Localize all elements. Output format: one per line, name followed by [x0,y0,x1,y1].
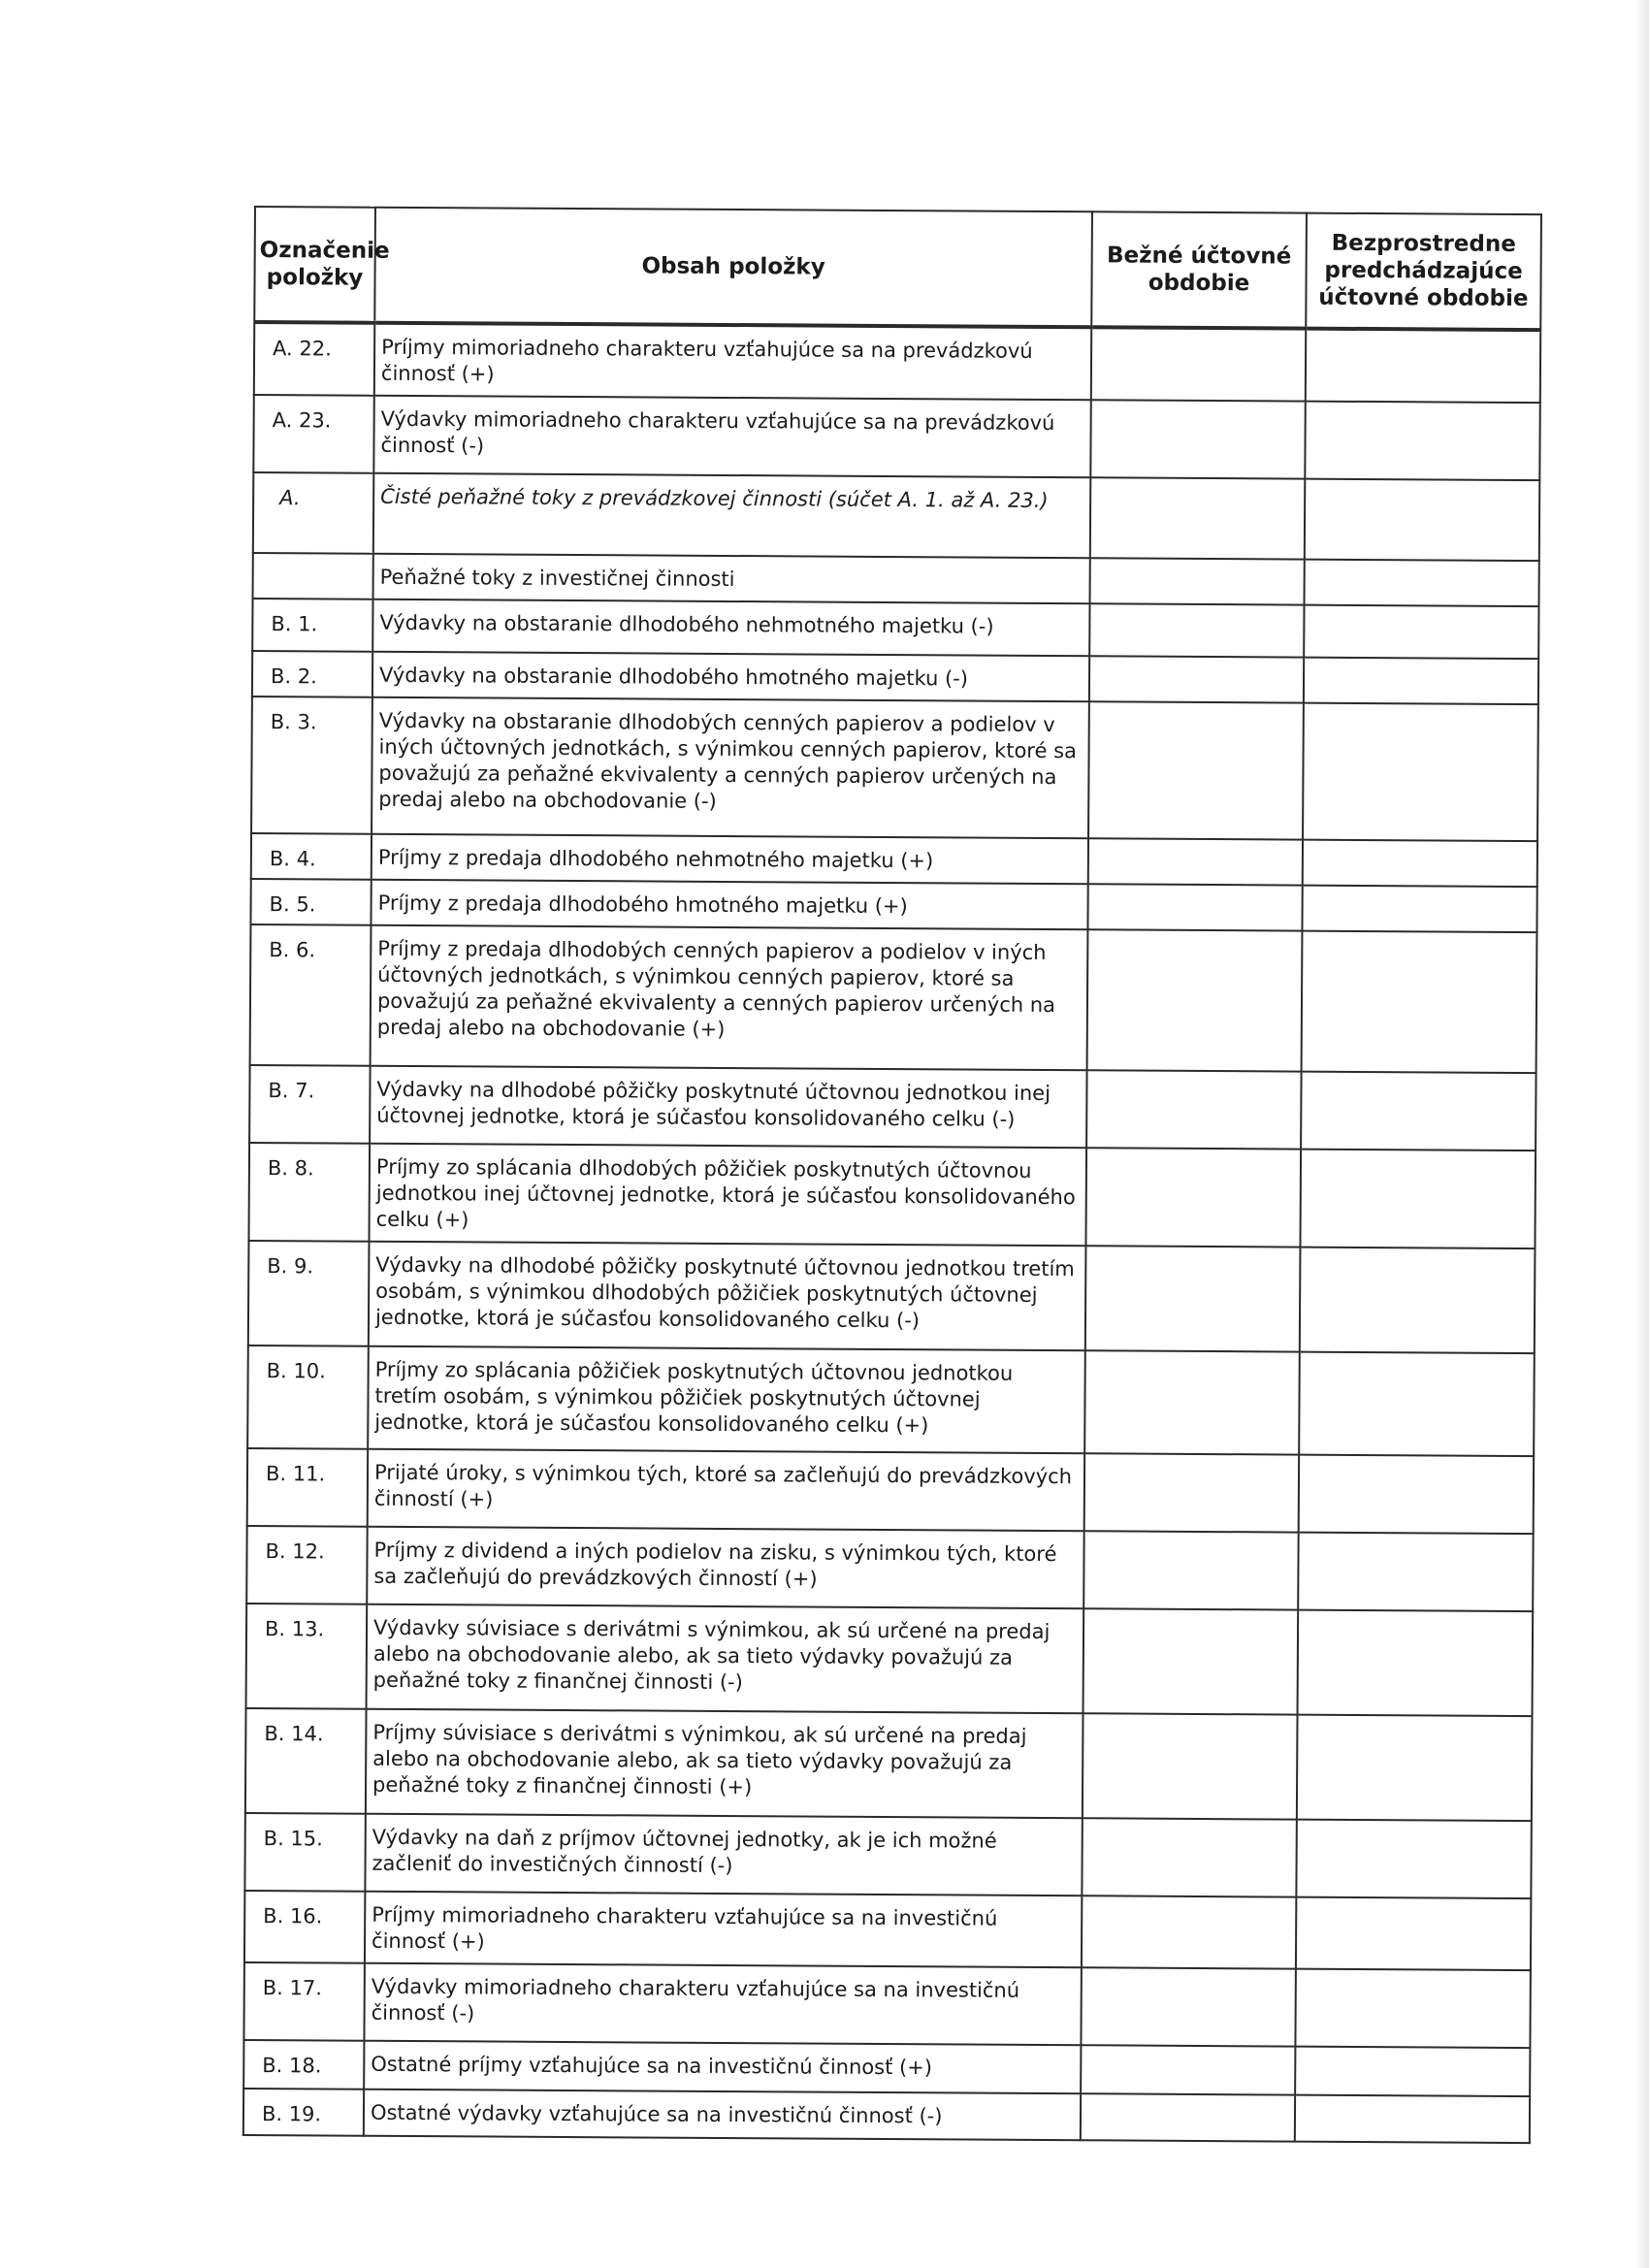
row-text: Prijaté úroky, s výnimkou tých, ktoré sa začleňujú do prevádzkových činností (+) [368,1449,1084,1532]
row-code: B. 19. [243,2089,364,2136]
value-previous [1306,329,1540,403]
value-current [1083,1713,1298,1819]
row-text: Čisté peňažné toky z prevádzkovej činnosti (súčet A. 1. až A. 23.) [373,473,1090,559]
value-current [1085,1148,1301,1247]
row-code: B. 3. [251,697,372,834]
row-code: B. 5. [250,879,371,925]
value-previous [1299,1352,1535,1456]
header-code: Označenie položky [254,207,375,323]
row-code: B. 2. [252,651,372,697]
row-code: B. 4. [251,833,372,880]
row-text: Príjmy mimoriadneho charakteru vzťahujúce sa na investičnú činnosť (+) [365,1892,1082,1968]
table-row [244,1891,1531,1970]
table-row [246,1604,1534,1716]
value-previous [1303,840,1537,887]
row-code: B. 15. [244,1813,365,1892]
table-row [252,651,1538,704]
value-previous [1296,1897,1531,1970]
table-row [246,1526,1533,1611]
row-text: Príjmy zo splácania pôžičiek poskytnutých účtovnou jednotkou tretím osobám, s výnimkou pôžičiek poskytnutých účtovnej jednotke, ktorá je súčasťou konsolidovaného celku (+) [368,1346,1085,1454]
row-code: B. 11. [247,1448,368,1527]
table-row [247,1345,1535,1456]
value-previous [1300,1247,1536,1353]
value-previous [1305,402,1539,480]
table-row [251,833,1537,887]
section-heading-row [253,553,1539,606]
row-text: Ostatné príjmy vzťahujúce sa na investičnú činnosť (+) [364,2041,1081,2094]
row-text: Výdavky mimoriadneho charakteru vzťahujúce sa na prevádzkovú činnosť (-) [373,396,1090,478]
table-row [243,2089,1530,2143]
row-code: B. 9. [248,1241,370,1346]
row-text: Výdavky na obstaranie dlhodobého nehmotného majetku (-) [372,599,1089,657]
row-code: B. 16. [244,1891,365,1963]
table-row [249,1065,1536,1150]
row-code: A. [253,472,374,554]
row-text: Príjmy súvisiace s derivátmi s výnimkou, ak sú určené na predaj alebo na obchodovanie alebo, ak sa tieto výdavky považujú za peňažné toky z finančnej činnosti (+) [366,1709,1083,1819]
table-row [251,697,1538,841]
value-current [1081,2093,1295,2141]
row-text: Výdavky na dlhodobé pôžičky poskytnuté účtovnou jednotkou inej účtovnej jednotke, ktorá je súčasťou konsolidovaného celku (-) [370,1066,1086,1149]
value-current [1088,701,1304,839]
value-current [1090,558,1305,604]
row-code: B. 7. [249,1065,370,1144]
section-heading: Peňažné toky z investičnej činnosti [373,554,1090,604]
value-current [1090,400,1305,478]
header-content: Obsah položky [374,208,1092,328]
value-previous [1299,1455,1534,1534]
row-code: B. 14. [245,1708,367,1814]
value-current [1082,1895,1296,1968]
value-previous [1303,703,1538,841]
table-row [254,322,1540,403]
value-current [1091,327,1306,401]
row-text: Príjmy zo splácania dlhodobých pôžičiek poskytnutých účtovnou jednotkou inej účtovnej jednotke, ktorá je súčasťou konsolidovaného celku (+) [369,1144,1086,1247]
value-previous [1304,605,1538,659]
table-row [245,1708,1533,1821]
value-current [1081,1967,1295,2046]
value-previous [1301,1072,1536,1150]
value-previous [1295,2047,1530,2096]
value-current [1086,1070,1301,1149]
value-previous [1295,1969,1530,2048]
row-code: B. 13. [246,1604,368,1709]
table-row [248,1241,1536,1353]
row-text: Príjmy z dividend a iných podielov na zisku, s výnimkou tých, ktoré sa začleňujú do prevádzkových činností (+) [367,1527,1083,1609]
row-text: Ostatné výdavky vzťahujúce sa na investičnú činnosť (-) [364,2090,1081,2141]
value-previous [1298,1533,1533,1611]
value-current [1085,1246,1301,1351]
row-code: B. 17. [243,1962,364,2041]
table-row [247,1448,1534,1534]
table-row [248,1143,1536,1248]
row-code: B. 18. [243,2040,364,2090]
row-code: A. 23. [253,395,373,473]
row-text: Výdavky na daň z príjmov účtovnej jednotky, ak je ich možné začleniť do investičných činností (-) [365,1814,1082,1896]
scan-edge-shadow [1635,0,1649,2268]
value-previous [1296,1820,1531,1898]
row-code: B. 6. [250,924,372,1066]
value-previous [1305,560,1539,606]
value-current [1083,1531,1298,1609]
row-text: Príjmy z predaja dlhodobého hmotného majetku (+) [371,880,1087,930]
value-previous [1304,658,1538,704]
table-row [250,924,1537,1073]
value-current [1090,477,1306,559]
value-previous [1302,931,1537,1073]
row-text: Výdavky mimoriadneho charakteru vzťahujúce sa na investičnú činnosť (-) [364,1963,1081,2046]
row-text: Výdavky súvisiace s derivátmi s výnimkou, ak sú určené na predaj alebo na obchodovanie alebo, ak sa tieto výdavky považujú za peňažné toky z finančnej činnosti (-) [367,1604,1084,1714]
table-row [244,1813,1531,1898]
value-current [1084,1453,1299,1532]
value-previous [1302,886,1536,932]
value-previous [1300,1150,1536,1248]
table-row [243,2040,1530,2096]
table-row [252,599,1538,659]
row-text: Výdavky na obstaranie dlhodobého hmotného majetku (-) [372,652,1089,702]
cash-flow-table [242,206,1542,2144]
table-row [243,1962,1530,2048]
row-code: B. 10. [247,1345,369,1449]
value-current [1082,1818,1296,1896]
value-current [1089,656,1304,702]
row-text: Výdavky na dlhodobé pôžičky poskytnuté účtovnou jednotkou tretím osobám, s výnimkou dlhodobých pôžičiek poskytnutých účtovnej jednotke, ktorá je súčasťou konsolidovaného celku (-) [369,1242,1086,1351]
value-current [1087,884,1302,930]
value-current [1081,2045,1295,2094]
header-previous-period: Bezprostredne predchádzajúce účtovné obdobie [1306,213,1541,330]
table-header-row [254,207,1541,330]
row-code: B. 8. [248,1143,370,1242]
row-code [253,553,373,599]
row-text: Výdavky na obstaranie dlhodobých cenných papierov a podielov v iných účtovných jednotkách, s výnimkou cenných papierov, ktoré sa považujú za peňažné ekvivalenty a cenných papierov určených na predaj alebo na obchodovanie (-) [372,697,1089,839]
header-current-period: Bežné účtovné obdobie [1091,211,1307,328]
value-current [1089,603,1304,657]
value-current [1087,929,1303,1071]
table-row [250,879,1536,932]
value-current [1084,1350,1300,1454]
value-previous [1295,2095,1530,2143]
value-previous [1305,479,1540,561]
row-text: Príjmy z predaja dlhodobých cenných papierov a podielov v iných účtovných jednotkách, s výnimkou cenných papierov, ktoré sa považujú za peňažné ekvivalenty a cenných papierov určených na predaj alebo na obchodovanie (+) [371,925,1088,1071]
table-row [253,472,1539,561]
value-previous [1298,1610,1534,1716]
value-current [1083,1608,1299,1714]
table-row [253,395,1539,480]
row-code: B. 1. [252,599,372,652]
value-current [1088,838,1303,885]
value-previous [1297,1715,1533,1821]
row-text: Príjmy mimoriadneho charakteru vzťahujúce sa na prevádzkovú činnosť (+) [374,323,1091,401]
row-text: Príjmy z predaja dlhodobého nehmotného majetku (+) [372,834,1088,885]
row-code: B. 12. [246,1526,367,1604]
row-code: A. 22. [254,322,374,396]
